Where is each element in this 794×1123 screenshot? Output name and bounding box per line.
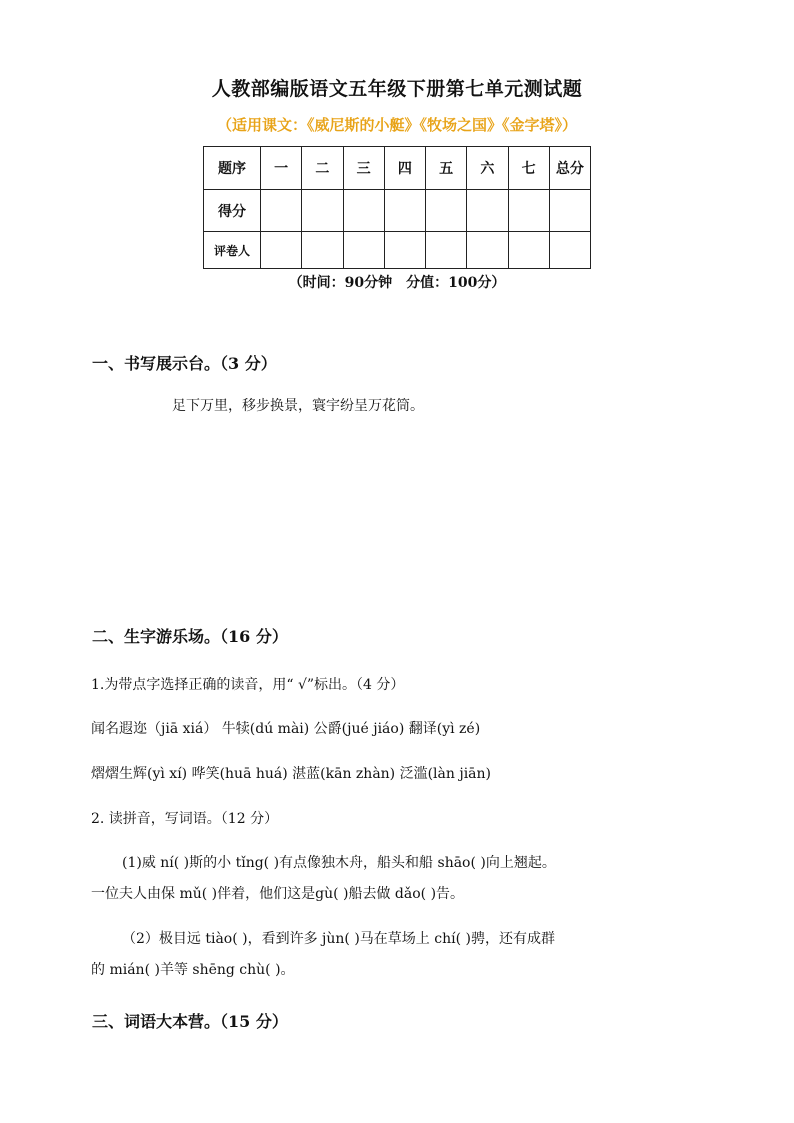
score-cell[interactable]	[426, 189, 467, 232]
question2-prompt: 2. 读拼音，写词语。（12 分）	[91, 811, 279, 827]
header-cell: 三	[343, 147, 384, 190]
header-cell: 一	[261, 147, 302, 190]
section3-heading: 三、词语大本营。（15 分）	[92, 1012, 288, 1031]
question2-part1-line1: (1)威 ní( )斯的小 tǐng( )有点像独木舟，船头和船 shāo( )向上翘起。	[122, 855, 556, 871]
score-cell[interactable]	[302, 189, 343, 232]
header-cell: 二	[302, 147, 343, 190]
grader-cell[interactable]	[384, 232, 425, 269]
grader-cell[interactable]	[302, 232, 343, 269]
score-cell[interactable]	[343, 189, 384, 232]
score-row-label: 得分	[204, 189, 261, 232]
score-cell[interactable]	[549, 189, 590, 232]
section1-heading: 一、书写展示台。（3 分）	[92, 354, 277, 373]
grader-cell[interactable]	[343, 232, 384, 269]
grader-cell[interactable]	[261, 232, 302, 269]
question1-line2: 熠熠生辉(yì xí) 哗笑(huā huá) 湛蓝(kān zhàn) 泛滥(làn jiān)	[91, 766, 491, 782]
page-title: 人教部编版语文五年级下册第七单元测试题	[211, 78, 583, 100]
grader-cell[interactable]	[467, 232, 508, 269]
time-score-info: （时间：90分钟 分值：100分）	[288, 275, 506, 291]
grader-cell[interactable]	[549, 232, 590, 269]
score-row	[204, 189, 591, 232]
question1-prompt: 1.为带点字选择正确的读音，用“ √”标出。（4 分）	[91, 677, 405, 693]
grader-cell[interactable]	[426, 232, 467, 269]
grader-cell[interactable]	[508, 232, 549, 269]
score-cell[interactable]	[384, 189, 425, 232]
header-cell: 七	[508, 147, 549, 190]
grader-row-label: 评卷人	[204, 232, 261, 269]
score-table	[203, 146, 591, 269]
score-cell[interactable]	[261, 189, 302, 232]
question2-part2-line1: （2）极目远 tiào( )，看到许多 jùn( )马在草场上 chí( )骋，还有成群	[122, 931, 555, 947]
header-cell: 六	[467, 147, 508, 190]
header-cell: 四	[384, 147, 425, 190]
score-cell[interactable]	[508, 189, 549, 232]
grader-row	[204, 232, 591, 269]
section2-heading: 二、生字游乐场。（16 分）	[92, 627, 288, 646]
question2-part1-line2: 一位夫人由保 mǔ( )伴着，他们这是gù( )船去做 dǎo( )告。	[91, 886, 465, 902]
score-cell[interactable]	[467, 189, 508, 232]
score-table-header-row	[204, 147, 591, 190]
section1-text: 足下万里，移步换景，寰宇纷呈万花筒。	[172, 398, 424, 414]
question2-part2-line2: 的 mián( )羊等 shēng chù( )。	[91, 962, 295, 978]
header-cell: 五	[426, 147, 467, 190]
question1-line1: 闻名遐迩（jiā xiá） 牛犊(dú mài) 公爵(jué jiáo) 翻译(yì zé)	[91, 721, 481, 737]
applicable-lessons: （适用课文：《威尼斯的小艇》《牧场之国》《金字塔》）	[216, 116, 577, 134]
header-cell: 总分	[549, 147, 590, 190]
header-cell: 题序	[204, 147, 261, 190]
